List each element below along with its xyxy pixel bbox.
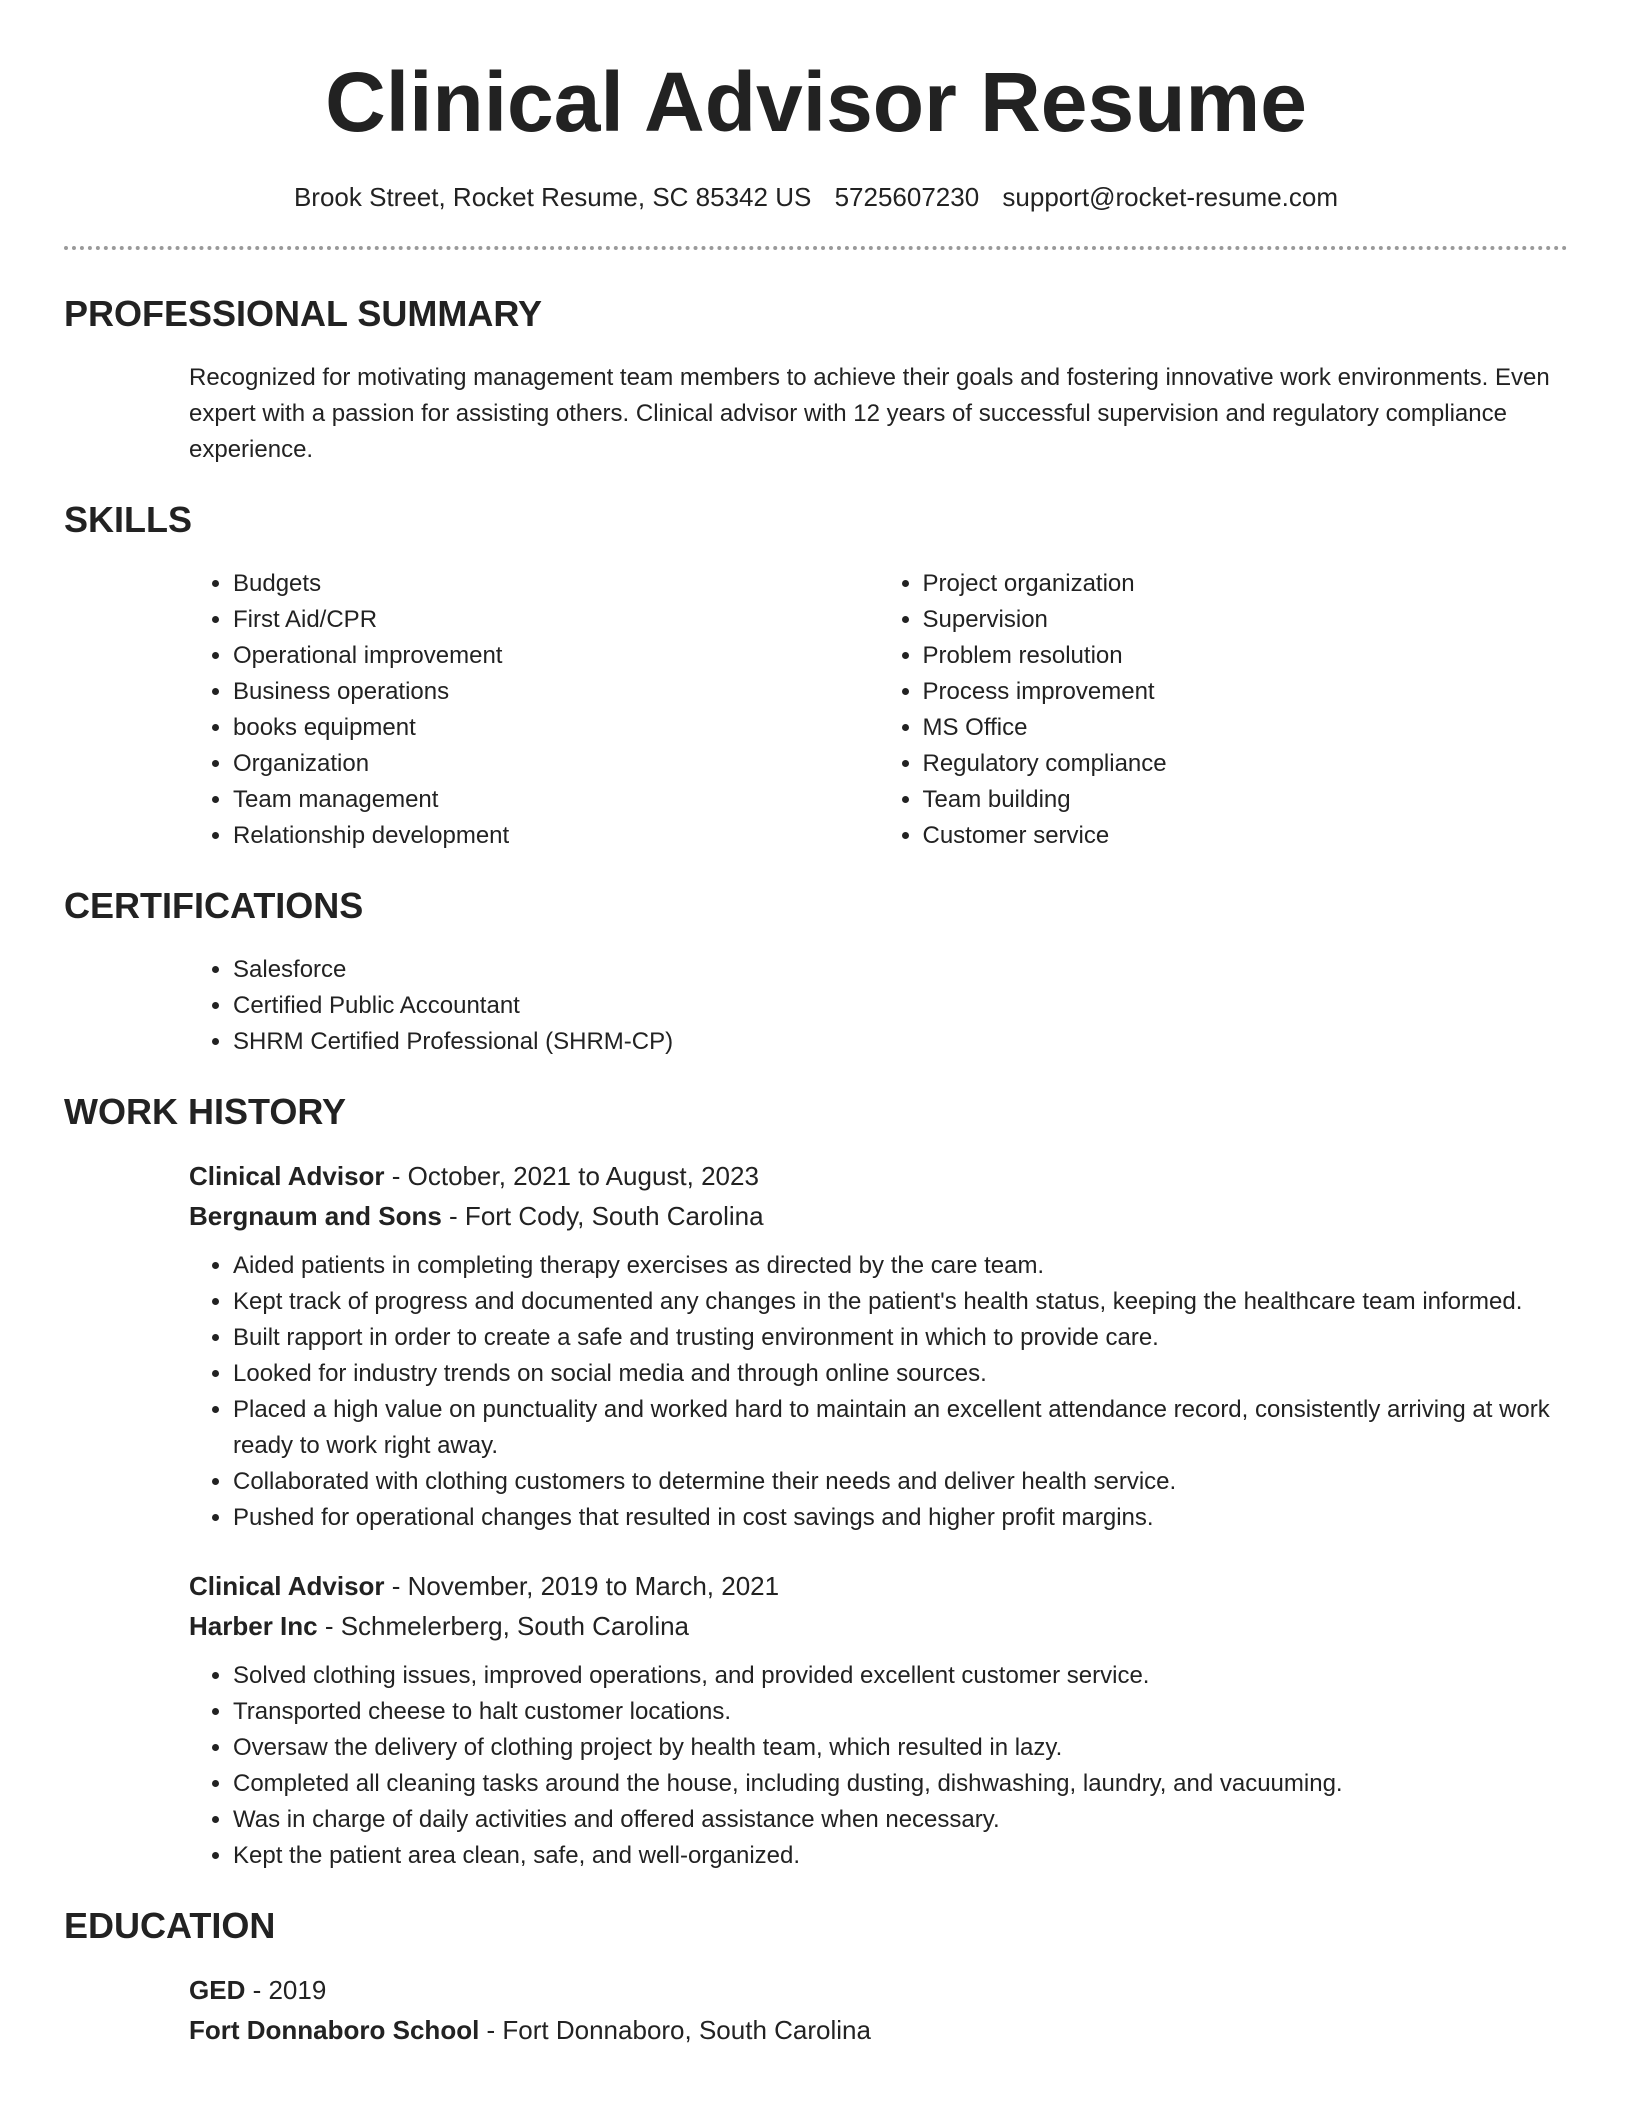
degree: GED <box>189 1975 246 2005</box>
skills-column-right <box>879 566 1569 854</box>
certifications-list <box>189 952 1568 1060</box>
contact-phone: 5725607230 <box>834 182 980 212</box>
job-dates: - November, 2019 to March, 2021 <box>384 1571 780 1601</box>
summary-heading: PROFESSIONAL SUMMARY <box>64 293 543 334</box>
job-company: Harber Inc <box>189 1611 318 1641</box>
skill-item: • MS Office <box>923 710 1569 746</box>
job-company-line <box>189 1196 1568 1236</box>
job-title: Clinical Advisor <box>189 1571 385 1601</box>
summary-text: Recognized for motivating management team members to achieve their goals and fostering innovative work environments. Even expert with a passion for assisting others. Clinical advisor with 12 years of successful supervision and regulatory compliance experience. <box>189 364 1550 463</box>
certification-item: • Certified Public Accountant <box>233 988 1568 1024</box>
job-bullet: • Built rapport in order to create a safe and trusting environment in which to provide care. <box>233 1320 1568 1356</box>
skill-item: • Problem resolution <box>923 638 1569 674</box>
job-bullet: • Solved clothing issues, improved operations, and provided excellent customer service. <box>233 1658 1568 1694</box>
job-bullet: • Collaborated with clothing customers to determine their needs and deliver health service. <box>233 1464 1568 1500</box>
job-title-line <box>189 1156 1568 1196</box>
skill-item: • First Aid/CPR <box>233 602 879 638</box>
skill-item: • Project organization <box>923 566 1569 602</box>
work-history-heading: WORK HISTORY <box>64 1091 347 1132</box>
job-title: Clinical Advisor <box>189 1161 385 1191</box>
job-bullets <box>189 1658 1568 1874</box>
skill-item: • Team building <box>923 782 1569 818</box>
job-bullet: • Kept track of progress and documented any changes in the patient's health status, keeping the healthcare team informed. <box>233 1284 1568 1320</box>
skill-item: • Team management <box>233 782 879 818</box>
job-bullet: • Was in charge of daily activities and offered assistance when necessary. <box>233 1802 1568 1838</box>
job-dates: - October, 2021 to August, 2023 <box>384 1161 759 1191</box>
education-heading: EDUCATION <box>64 1905 276 1946</box>
degree-year: - 2019 <box>245 1975 327 2005</box>
job-bullet: • Kept the patient area clean, safe, and well-organized. <box>233 1838 1568 1874</box>
job-company-line <box>189 1606 1568 1646</box>
resume-page <box>64 0 1568 2050</box>
skill-item: • Relationship development <box>233 818 879 854</box>
skills-list <box>189 566 1568 854</box>
contact-address: Brook Street, Rocket Resume, SC 85342 US <box>293 182 812 212</box>
job-bullet: • Completed all cleaning tasks around the house, including dusting, dishwashing, laundry, and vacuuming. <box>233 1766 1568 1802</box>
job-entry <box>189 1566 1568 1874</box>
resume-title: Clinical Advisor Resume <box>325 55 1307 149</box>
skill-item: • Regulatory compliance <box>923 746 1569 782</box>
education-entry <box>189 1970 1568 2050</box>
school-location: - Fort Donnaboro, South Carolina <box>479 2015 871 2045</box>
job-title-line <box>189 1566 1568 1606</box>
contact-line <box>64 180 1568 214</box>
skill-item: • Budgets <box>233 566 879 602</box>
job-bullet: • Transported cheese to halt customer locations. <box>233 1694 1568 1730</box>
skill-item: • Process improvement <box>923 674 1569 710</box>
skill-item: • Organization <box>233 746 879 782</box>
skill-item: • books equipment <box>233 710 879 746</box>
job-entry <box>189 1156 1568 1536</box>
job-bullet: • Looked for industry trends on social media and through online sources. <box>233 1356 1568 1392</box>
skill-item: • Business operations <box>233 674 879 710</box>
job-location: - Schmelerberg, South Carolina <box>317 1611 690 1641</box>
skills-column-left <box>189 566 879 854</box>
school-line <box>189 2010 1568 2050</box>
header-divider <box>64 246 1568 250</box>
job-company: Bergnaum and Sons <box>189 1201 442 1231</box>
job-bullets <box>189 1248 1568 1536</box>
job-bullet: • Aided patients in completing therapy exercises as directed by the care team. <box>233 1248 1568 1284</box>
certifications-heading: CERTIFICATIONS <box>64 885 364 926</box>
degree-line <box>189 1970 1568 2010</box>
certification-item: • SHRM Certified Professional (SHRM-CP) <box>233 1024 1568 1060</box>
school-name: Fort Donnaboro School <box>189 2015 480 2045</box>
job-location: - Fort Cody, South Carolina <box>441 1201 764 1231</box>
skill-item: • Operational improvement <box>233 638 879 674</box>
skill-item: • Customer service <box>923 818 1569 854</box>
skills-heading: SKILLS <box>64 499 193 540</box>
job-bullet: • Oversaw the delivery of clothing project by health team, which resulted in lazy. <box>233 1730 1568 1766</box>
skill-item: • Supervision <box>923 602 1569 638</box>
job-bullet: • Placed a high value on punctuality and worked hard to maintain an excellent attendance record, consistently arriving at work ready to work right away. <box>233 1392 1568 1464</box>
job-bullet: • Pushed for operational changes that resulted in cost savings and higher profit margins. <box>233 1500 1568 1536</box>
certification-item: • Salesforce <box>233 952 1568 988</box>
contact-email: support@rocket-resume.com <box>1002 182 1339 212</box>
